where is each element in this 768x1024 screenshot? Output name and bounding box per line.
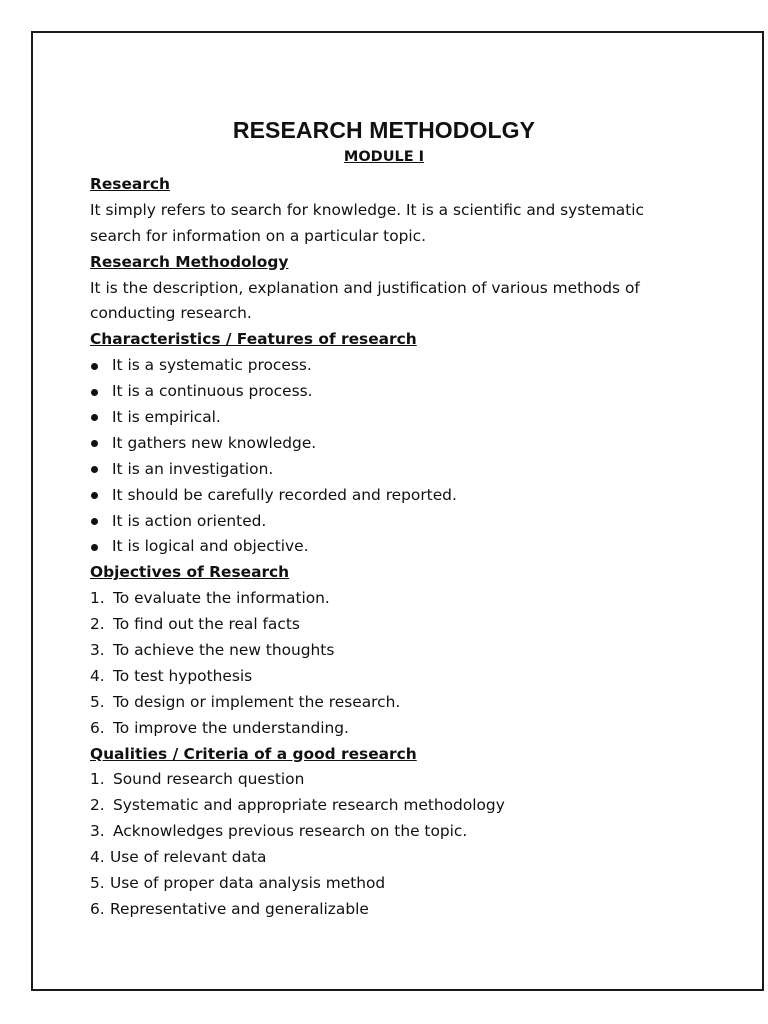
objective-item <box>90 638 690 664</box>
methodology-heading: Research Methodology <box>90 252 289 271</box>
characteristic-item <box>90 457 690 483</box>
characteristic-item <box>90 353 690 379</box>
quality-text: Representative and generalizable <box>110 899 369 918</box>
module-subtitle: MODULE I <box>343 149 425 165</box>
item-number: 4. <box>90 848 105 867</box>
quality-text: Acknowledges previous research on the topic. <box>113 822 468 841</box>
characteristic-text: It is action oriented. <box>112 511 267 530</box>
bullet-icon <box>91 363 98 370</box>
bullet-icon <box>91 389 98 396</box>
characteristic-text: It should be carefully recorded and reported. <box>112 485 457 504</box>
quality-item <box>90 793 690 819</box>
research-text-line: It simply refers to search for knowledge. It is a scientific and systematic <box>90 200 645 219</box>
objectives-heading: Objectives of Research <box>90 563 290 582</box>
document-title: RESEARCH METHODOLGY <box>232 117 536 143</box>
objective-item <box>90 690 690 716</box>
quality-text: Use of proper data analysis method <box>110 874 386 893</box>
objective-item <box>90 612 690 638</box>
objective-text: To design or implement the research. <box>113 692 401 711</box>
characteristic-item <box>90 509 690 535</box>
characteristic-text: It is empirical. <box>112 408 221 427</box>
characteristic-item <box>90 379 690 405</box>
objective-item <box>90 664 690 690</box>
quality-item <box>90 845 690 871</box>
bullet-icon <box>91 414 98 421</box>
item-number: 4. <box>90 666 105 685</box>
item-number: 3. <box>90 822 105 841</box>
characteristic-item <box>90 431 690 457</box>
quality-item <box>90 767 690 793</box>
objective-item <box>90 586 690 612</box>
bullet-icon <box>91 544 98 551</box>
item-number: 1. <box>90 770 105 789</box>
objective-text: To evaluate the information. <box>113 589 330 608</box>
objective-item <box>90 716 690 742</box>
characteristic-item <box>90 534 690 560</box>
item-number: 2. <box>90 796 105 815</box>
objective-text: To improve the understanding. <box>113 718 349 737</box>
objective-text: To find out the real facts <box>113 615 300 634</box>
objective-text: To test hypothesis <box>113 666 253 685</box>
methodology-text-line: It is the description, explanation and justification of various methods of <box>90 278 640 297</box>
quality-item <box>90 897 690 923</box>
quality-text: Sound research question <box>113 770 305 789</box>
characteristic-text: It is an investigation. <box>112 459 274 478</box>
quality-text: Systematic and appropriate research methodology <box>113 796 505 815</box>
quality-item <box>90 819 690 845</box>
characteristic-item <box>90 405 690 431</box>
characteristic-item <box>90 483 690 509</box>
methodology-text-line: conducting research. <box>90 304 252 323</box>
characteristics-heading: Characteristics / Features of research <box>90 330 417 349</box>
bullet-icon <box>91 518 98 525</box>
characteristic-text: It is a systematic process. <box>112 356 312 375</box>
item-number: 6. <box>90 899 105 918</box>
bullet-icon <box>91 492 98 499</box>
bullet-icon <box>91 440 98 447</box>
item-number: 2. <box>90 615 105 634</box>
bullet-icon <box>91 466 98 473</box>
item-number: 5. <box>90 692 105 711</box>
characteristic-text: It gathers new knowledge. <box>112 433 317 452</box>
quality-text: Use of relevant data <box>110 848 267 867</box>
research-heading: Research <box>90 175 170 193</box>
characteristic-text: It is a continuous process. <box>112 382 313 401</box>
document-body <box>90 172 690 923</box>
qualities-heading: Qualities / Criteria of a good research <box>90 744 417 763</box>
objective-text: To achieve the new thoughts <box>113 641 335 660</box>
item-number: 1. <box>90 589 105 608</box>
item-number: 6. <box>90 718 105 737</box>
item-number: 3. <box>90 641 105 660</box>
quality-item <box>90 871 690 897</box>
research-text-line: search for information on a particular topic. <box>90 226 427 245</box>
characteristic-text: It is logical and objective. <box>112 537 309 556</box>
item-number: 5. <box>90 874 105 893</box>
